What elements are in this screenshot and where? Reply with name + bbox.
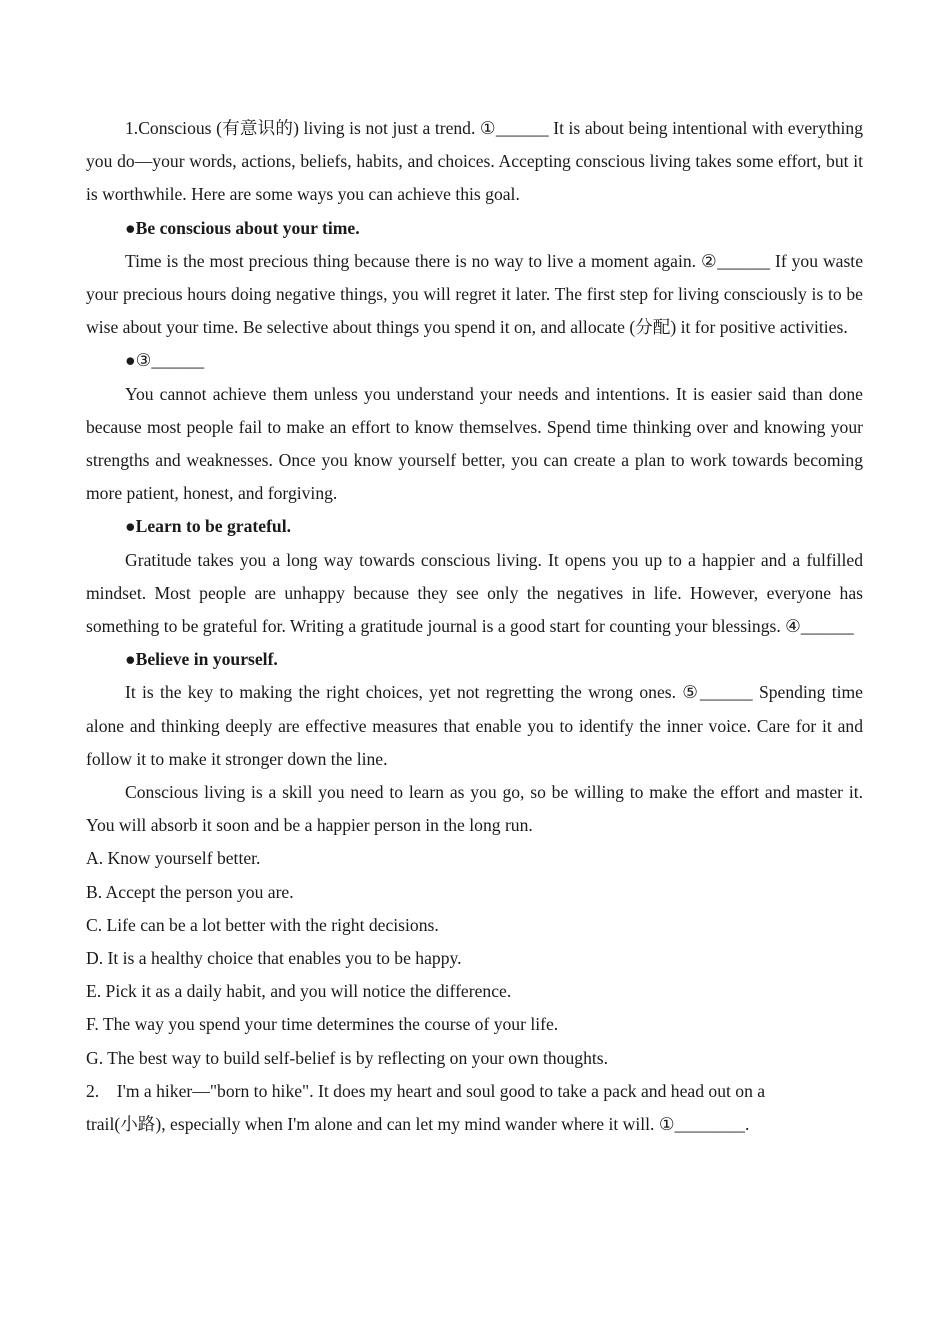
passage1-time-paragraph: Time is the most precious thing because there is no way to live a moment again. ②______ If you waste your precious hours doing negative things, you will regret it later. The first step for living consciously is to be wise about your time. Be selective about things you spend it on, and allocate (分配) it for positive activities.: [86, 250, 863, 338]
option-f: F. The way you spend your time determines the course of your life.: [86, 1014, 559, 1035]
option-c: C. Life can be a lot better with the right decisions.: [86, 914, 439, 935]
option-e: E. Pick it as a daily habit, and you will notice the difference.: [86, 981, 512, 1002]
passage1-know-paragraph: You cannot achieve them unless you understand your needs and intentions. It is easier said than done because most people fail to make an effort to know themselves. Spend time thinking over and knowing your strengths and weaknesses. Once you know yourself better, you can create a plan to work towards becoming more patient, honest, and forgiving.: [86, 383, 863, 504]
options-list: [86, 842, 863, 1074]
passage1-conclusion: Conscious living is a skill you need to learn as you go, so be willing to make the effort and master it. You will absorb it soon and be a happier person in the long run.: [86, 782, 863, 836]
option-d: D. It is a healthy choice that enables you to be happy.: [86, 948, 462, 969]
passage1-believe-paragraph: It is the key to making the right choices, yet not regretting the wrong ones. ⑤______ Spending time alone and thinking deeply are effective measures that enable you to identify the inner voice. Care for it and follow it to make it stronger down the line.: [86, 682, 863, 769]
heading-blank-3: ●③______: [125, 350, 205, 371]
passage1-gratitude-paragraph: Gratitude takes you a long way towards conscious living. It opens you up to a happier and a fulfilled mindset. Most people are unhappy because they see only the negatives in life. However, everyone has something to be grateful for. Writing a gratitude journal is a good start for counting your blessings. ④______: [86, 549, 863, 637]
heading-time: ●Be conscious about your time.: [125, 217, 360, 238]
option-g: G. The best way to build self-belief is by reflecting on your own thoughts.: [86, 1047, 609, 1068]
option-b: B. Accept the person you are.: [86, 881, 294, 902]
passage1-intro: 1.Conscious (有意识的) living is not just a trend. ①______ It is about being intentional with everything you do—your words, actions, beliefs, habits, and choices. Accepting conscious living takes some effort, but it is worthwhile. Here are some ways you can achieve this goal.: [86, 118, 863, 205]
option-a: A. Know yourself better.: [86, 848, 261, 869]
heading-believe: ●Believe in yourself.: [125, 649, 278, 670]
passage2-line-2: trail(小路), especially when I'm alone and can let my mind wander where it will. ①________.: [86, 1114, 750, 1135]
passage2-line-1: 2. I'm a hiker—"born to hike". It does my heart and soul good to take a pack and head out on a: [86, 1080, 766, 1101]
heading-grateful: ●Learn to be grateful.: [125, 516, 292, 537]
document-page: [86, 112, 863, 1141]
